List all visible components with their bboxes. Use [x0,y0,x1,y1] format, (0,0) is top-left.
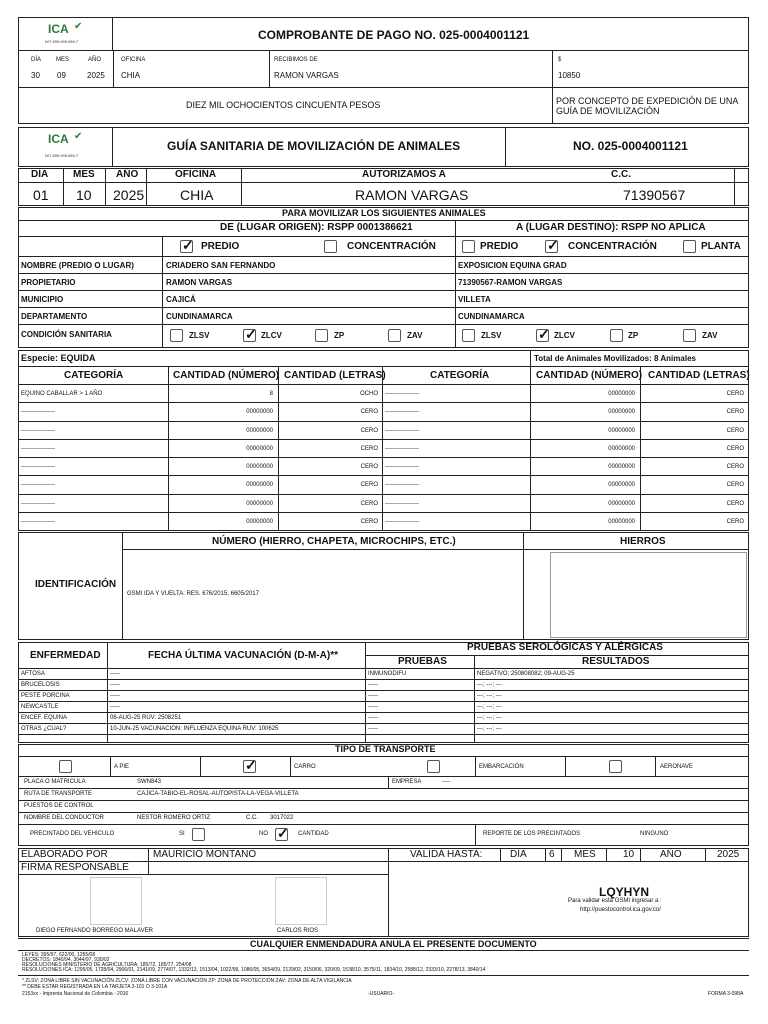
col-categoria-left: CATEGORÍA [64,370,124,381]
origen-predio-label: PREDIO [201,241,240,252]
sanidad-row-4-col-0: ENCEF. EQUINA [21,715,68,721]
destino-zlcv-checkbox[interactable] [536,326,550,342]
elaborado-label: ELABORADO POR [21,849,108,860]
guide-cc-label: C.C. [611,169,631,180]
resultados-header: RESULTADOS [582,656,650,667]
precintado-no-checkbox[interactable] [275,825,289,841]
propietario-label: PROPIETARIO [21,278,76,287]
sanidad-row-4-col-3: ---; ---; --- [477,715,502,721]
ica-logo-2 [40,130,100,160]
destino-zlsv-label: ZLSV [481,331,502,340]
guide-oficina-label: OFICINA [175,169,217,180]
precintado-si-label: SI [179,831,185,837]
puestos-label: PUESTOS DE CONTROL [24,803,94,809]
col-cant-num-right: CANTIDAD (NÚMERO) [536,370,643,381]
origen-nombre: CRIADERO SAN FERNANDO [166,261,276,270]
origen-departamento: CUNDINAMARCA [166,312,233,321]
sanidad-row-5-col-0: OTRAS ¿CUAL? [21,726,67,732]
precintado-label: PRECINTADO DEL VEHICULO [30,831,115,837]
destino-zav-label: ZAV [702,331,718,340]
sanidad-row-divider [18,734,749,735]
animal-left-row-5-col-2: CERO [360,482,378,489]
destino-concentracion-checkbox[interactable] [545,237,559,253]
sanidad-row-3-col-3: ---; ---; --- [477,704,502,710]
sanidad-row-3-col-2: ----- [368,704,378,710]
animal-left-row-4-col-1: 00000000 [246,464,273,470]
destino-municipio: VILLETA [458,295,491,304]
animal-left-row-6-col-0: ----------------- [21,500,55,507]
valida-dia: 6 [549,849,555,860]
sanidad-row-divider [18,712,749,713]
animal-row-divider [18,421,749,422]
animal-row-divider [18,439,749,440]
destino-header: A (LUGAR DESTINO): RSPP NO APLICA [516,222,706,233]
animal-left-row-4-col-2: CERO [360,464,378,470]
nota-1: * ZLSV: ZONA LIBRE SIN VACUNACIÓN ZLCV: ZONA LIBRE CON VACUNACIÓN ZP: ZONA DE PROTECCIÓN ZAV: ZONA DE ALTA VIGILANCIA [22,978,352,984]
animal-right-row-7-col-1: 00000000 [608,518,635,525]
signature-box-2 [275,877,327,925]
hierros-header: HIERROS [620,536,666,547]
conductor-cc-label: C.C. [246,815,258,821]
condicion-sanitaria-label: CONDICIÓN SANITARIA [21,330,112,339]
animal-right-row-7-col-0: ----------------- [385,518,419,525]
origen-zlsv-checkbox[interactable] [170,329,183,342]
validar-url[interactable]: http://puestocontrol.ica.gov.co/ [580,907,661,913]
nota-2: ** DEBE ESTAR REGISTRADA EN LA TARJETA 3-101 O 3-101A [22,984,168,990]
animal-right-row-3-col-1: 00000000 [608,445,635,452]
animal-right-row-3-col-2: CERO [726,445,744,452]
receipt-title: COMPROBANTE DE PAGO NO. 025-0004001121 [258,28,530,42]
animal-row-divider [18,457,749,458]
fecha-vacunacion-header: FECHA ÚLTIMA VACUNACIÓN (D-M-A)** [148,650,338,661]
sanidad-row-0-col-1: ----- [110,671,120,677]
validation-code: LQYHYN [599,885,650,899]
placa-label: PLACA O MATRICULA [24,779,86,785]
animal-left-row-3-col-0: ----------------- [21,445,55,452]
sanidad-row-divider [18,679,749,680]
animal-right-row-5-col-0: ----------------- [385,482,419,489]
animal-right-row-1-col-1: 00000000 [608,409,635,416]
destino-nombre: EXPOSICION EQUINA GRAD [458,261,567,270]
animal-left-row-1-col-1: 00000000 [246,409,273,416]
firmante-2: CARLOS RIOS [277,928,319,934]
guide-mes-label: MES [73,169,95,180]
sanidad-row-4-col-1: 06-AUG-25 RUV: 2508251 [110,715,182,721]
animal-right-row-1-col-0: ----------------- [385,409,419,416]
sanidad-row-2-col-1: ----- [110,693,120,699]
check-icon: ✓ [277,825,289,841]
receipt-dia: 30 [31,71,40,80]
leyes-line-3: RESOLUCIONES MINISTERIO DE AGRICULTURA: 185/72, 185/77, 254/08 [22,962,192,968]
departamento-label: DEPARTAMENTO [21,312,88,321]
hierros-area [550,552,747,638]
reporte-value: NINGUNO [640,831,669,837]
elaborado-value: MAURICIO MONTANO [153,849,257,860]
aeronave-label: AERONAVE [660,764,693,770]
destino-concentracion-label: CONCENTRACIÓN [568,241,657,252]
sanidad-row-1-col-3: ---; ---; --- [477,682,502,688]
valida-ano-label: AÑO [660,849,682,860]
valida-mes: 10 [623,849,635,860]
guide-dia-label: DÍA [31,169,49,180]
col-cant-num-left: CANTIDAD (NÚMERO) [173,370,280,381]
sanidad-row-divider [18,723,749,724]
animal-right-row-2-col-1: 00000000 [608,427,635,434]
origen-zp-checkbox[interactable] [315,329,328,342]
sanidad-row-0-col-3: NEGATIVO; 250808082; 09-AUG-25 [477,671,575,677]
animal-left-row-0-col-2: OCHO [360,391,378,397]
animal-left-row-7-col-2: CERO [360,518,378,525]
firma-responsable-label: FIRMA RESPONSABLE [21,862,129,873]
animal-right-row-5-col-1: 00000000 [608,482,635,489]
carro-checkbox[interactable] [243,757,257,773]
destino-planta-checkbox[interactable] [683,240,696,253]
animal-row-divider [18,512,749,513]
animal-right-row-2-col-0: ----------------- [385,427,419,434]
origen-zav-label: ZAV [407,331,423,340]
origen-header: DE (LUGAR ORIGEN): RSPP 0001386621 [220,222,413,233]
numero-header: NÚMERO (HIERRO, CHAPETA, MICROCHIPS, ETC.) [212,536,456,547]
receipt-concepto: POR CONCEPTO DE EXPEDICIÓN DE UNA GUÍA DE MOVILIZACIÓN [556,96,738,116]
animal-left-row-5-col-0: ----------------- [21,482,55,489]
receipt-recibimos: RAMON VARGAS [274,71,339,80]
origen-predio-checkbox[interactable] [180,237,194,253]
ica-logo-text-2: ICA [48,132,69,146]
nit-text: NIT 899.999.069-7 [45,39,79,44]
ica-leaf-icon-2: ✔ [74,131,83,142]
animal-right-row-0-col-2: CERO [726,391,744,397]
sanidad-row-2-col-0: PESTE PORCINA [21,693,70,699]
animal-left-row-1-col-0: ----------------- [21,409,55,416]
guide-number: NO. 025-0004001121 [573,139,688,153]
guide-oficina: CHIA [180,187,214,203]
origen-concentracion-checkbox[interactable] [324,240,337,253]
receipt-dia-label: DÍA [31,57,42,63]
origen-propietario: RAMON VARGAS [166,278,233,287]
enmendadura-aviso: CUALQUIER ENMENDADURA ANULA EL PRESENTE DOCUMENTO [250,939,537,949]
guide-ano-label: AÑO [116,169,139,180]
valida-ano: 2025 [717,849,740,860]
embarcacion-label: EMBARCACIÓN [479,764,524,770]
sanidad-row-5-col-2: ----- [368,726,378,732]
sanidad-row-1-col-1: ----- [110,682,120,688]
animal-left-row-6-col-2: CERO [360,500,378,507]
receipt-oficina-label: OFICINA [121,57,146,63]
nombre-label: NOMBRE (PREDIO O LUGAR) [21,261,134,270]
destino-predio-label: PREDIO [480,241,519,252]
footer-forma: FORMA 3-098A [708,991,744,997]
municipio-label: MUNICIPIO [21,295,64,304]
animal-right-row-6-col-1: 00000000 [608,500,635,507]
total-animales: Total de Animales Movilizados: 8 Animales [534,354,696,363]
empresa-value: ---- [442,779,450,785]
animal-right-row-2-col-2: CERO [726,427,744,434]
animal-right-row-4-col-1: 00000000 [608,464,635,470]
guide-autorizamos: RAMON VARGAS [355,187,469,203]
valida-dia-label: DÍA [510,849,527,860]
movilizar-header: PARA MOVILIZAR LOS SIGUIENTES ANIMALES [282,208,486,218]
animal-right-row-7-col-2: CERO [726,518,744,525]
receipt-mes: 09 [57,71,66,80]
animal-left-row-6-col-1: 00000000 [246,500,273,507]
animal-row-divider [18,475,749,476]
destino-zp-label: ZP [628,331,639,340]
cantidad-label: CANTIDAD [298,831,329,837]
precintado-si-checkbox[interactable] [192,828,205,841]
identificacion-text: GSMI IDA Y VUELTA: RES. 676/2015, 6605/2017 [127,591,259,597]
ruta-value: CAJICA-TABIO-EL-ROSAL-AUTOPISTA-LA-VEGA-VILLETA [137,791,299,797]
origen-zav-checkbox[interactable] [388,329,401,342]
firmante-1: DIEGO FERNANDO BORREGO MALAVER [36,928,153,934]
check-icon: ✓ [547,237,559,253]
animal-left-row-3-col-2: CERO [360,445,378,452]
sanidad-row-divider [18,690,749,691]
origen-zlcv-label: ZLCV [261,331,282,340]
footer-usuario: -USUARIO- [368,991,395,997]
a-pie-checkbox[interactable] [59,760,72,773]
destino-zlsv-checkbox[interactable] [462,329,475,342]
ica-leaf-icon: ✔ [74,21,83,32]
sanidad-row-divider [18,701,749,702]
animal-row-divider [18,494,749,495]
col-categoria-right: CATEGORÍA [430,370,490,381]
conductor-label: NOMBRE DEL CONDUCTOR [24,815,105,821]
origen-zp-label: ZP [334,331,345,340]
animal-left-row-0-col-0: EQUINO CABALLAR > 1 AÑO [21,391,103,397]
receipt-ano-label: AÑO [88,57,102,63]
animal-row-divider [18,402,749,403]
origen-zlsv-label: ZLSV [189,331,210,340]
receipt-oficina: CHIA [121,71,141,80]
pruebas-header: PRUEBAS [398,656,447,667]
pruebas-serologicas-header: PRUEBAS SEROLÓGICAS Y ALÉRGICAS [467,642,663,653]
identificacion-label: IDENTIFICACIÓN [35,579,117,590]
transporte-header: TIPO DE TRANSPORTE [335,744,436,754]
receipt-dollar-label: $ [558,57,562,63]
empresa-label: EMPRESA [392,779,422,785]
sanidad-row-2-col-3: ---; ---; --- [477,693,502,699]
sanidad-row-4-col-2: ----- [368,715,378,721]
animal-right-row-4-col-0: ----------------- [385,464,419,470]
receipt-ano: 2025 [87,71,105,80]
check-icon: ✓ [245,757,257,773]
animal-left-row-3-col-1: 00000000 [246,445,273,452]
col-cant-let-left: CANTIDAD (LETRAS) [284,370,386,381]
especie-label: Especie: EQUIDA [21,353,96,363]
animal-right-row-6-col-0: ----------------- [385,500,419,507]
conductor-cc-value: 3017022 [270,815,294,821]
leyes-line-1: LEYES: 395/97, 622/00, 1255/08 [22,952,96,958]
check-icon: ✓ [182,237,194,253]
check-icon: ✓ [245,326,257,342]
nit-text-2: NIT 899.999.069-7 [45,153,79,158]
ica-logo-text: ICA [48,22,69,36]
sanidad-row-3-col-0: NEWCASTLE [21,704,59,710]
destino-propietario: 71390567-RAMON VARGAS [458,278,563,287]
guide-ano: 2025 [113,187,145,203]
guide-dia: 01 [33,187,49,203]
guide-title: GUÍA SANITARIA DE MOVILIZACIÓN DE ANIMALES [167,139,461,153]
animal-left-row-7-col-0: ----------------- [21,518,55,525]
receipt-valor: 10850 [558,71,581,80]
animal-left-row-0-col-1: 8 [269,391,273,397]
sanidad-row-1-col-0: BRUCELOSIS [21,682,60,688]
valida-hasta-label: VALIDA HASTA: [410,849,483,860]
animal-left-row-4-col-0: ----------------- [21,464,55,470]
sanidad-row-0-col-2: INMUNODIFU [368,671,407,677]
sanidad-row-1-col-2: ----- [368,682,378,688]
guide-autorizamos-label: AUTORIZAMOS A [362,169,446,180]
reporte-label: REPORTE DE LOS PRECINTADOS [483,831,581,837]
animal-left-row-2-col-0: ----------------- [21,427,55,434]
guide-cc: 71390567 [623,187,686,203]
enfermedad-header: ENFERMEDAD [30,650,101,661]
animal-right-row-6-col-2: CERO [726,500,744,507]
sanidad-row-0-col-0: AFTOSA [21,671,45,677]
animal-right-row-5-col-2: CERO [726,482,744,489]
receipt-valor-letras: DIEZ MIL OCHOCIENTOS CINCUENTA PESOS [186,100,381,110]
origen-zlcv-checkbox[interactable] [243,326,257,342]
footer-imprenta: 2153xx - Imprenta Nacional de Colombia - 2016 [22,991,129,997]
col-cant-let-right: CANTIDAD (LETRAS) [648,370,750,381]
placa-value: SWN843 [137,779,162,785]
animal-right-row-0-col-1: 00000000 [608,391,635,397]
signature-box-1 [90,877,142,925]
aeronave-checkbox[interactable] [609,760,622,773]
leyes-line-4: RESOLUCIONES ICA: 1295/05, 1728/04, 2906/01, 2141/09, 2774/07, 1332/13, 1513/04, 1022/99, 1086/05, 3654/09, 2129/02, 3150/06, 320/09, 1538/10, 3575/11, 1834/10, 2588/12, 2333/10, 2278/13, 3840/14 [22,967,486,973]
leyes-line-2: DECRETOS: 1840/94, 3044/97, 930/02 [22,957,110,963]
valida-mes-label: MES [574,849,596,860]
sanidad-row-2-col-2: ----- [368,693,378,699]
sanidad-row-3-col-1: ----- [110,704,120,710]
sanidad-row-5-col-1: 10-JUN-25 VACUNACION: INFLUENZA EQUINA RUV: 100625 [110,726,279,732]
animal-left-row-5-col-1: 00000000 [246,482,273,489]
animal-left-row-2-col-2: CERO [360,427,378,434]
embarcacion-checkbox[interactable] [427,760,440,773]
destino-predio-checkbox[interactable] [462,240,475,253]
validar-text: Para validar esta GSMI ingresar a : [568,898,662,904]
receipt-recibimos-label: RECIBIMOS DE [274,57,318,63]
a-pie-label: A PIE [114,764,130,770]
destino-zav-checkbox[interactable] [683,329,696,342]
destino-zlcv-label: ZLCV [554,331,575,340]
check-icon: ✓ [538,326,550,342]
animal-left-row-1-col-2: CERO [360,409,378,416]
destino-planta-label: PLANTA [701,241,741,252]
conductor-value: NESTOR ROMERO ORTIZ [137,815,211,821]
ruta-label: RUTA DE TRANSPORTE [24,791,93,797]
animal-left-row-7-col-1: 00000000 [246,518,273,525]
destino-zp-checkbox[interactable] [610,329,623,342]
animal-right-row-0-col-0: ----------------- [385,391,419,397]
animal-left-row-2-col-1: 00000000 [246,427,273,434]
ica-logo [40,20,100,46]
carro-label: CARRO [294,764,316,770]
receipt-mes-label: MES [56,57,70,63]
destino-departamento: CUNDINAMARCA [458,312,525,321]
animal-right-row-3-col-0: ----------------- [385,445,419,452]
origen-municipio: CAJICÁ [166,295,196,304]
origen-concentracion-label: CONCENTRACIÓN [347,241,436,252]
sanidad-row-5-col-3: ---; ---; --- [477,726,502,732]
precintado-no-label: NO [259,831,268,837]
guide-mes: 10 [76,187,92,203]
animal-right-row-4-col-2: CERO [726,464,744,470]
animal-right-row-1-col-2: CERO [726,409,744,416]
